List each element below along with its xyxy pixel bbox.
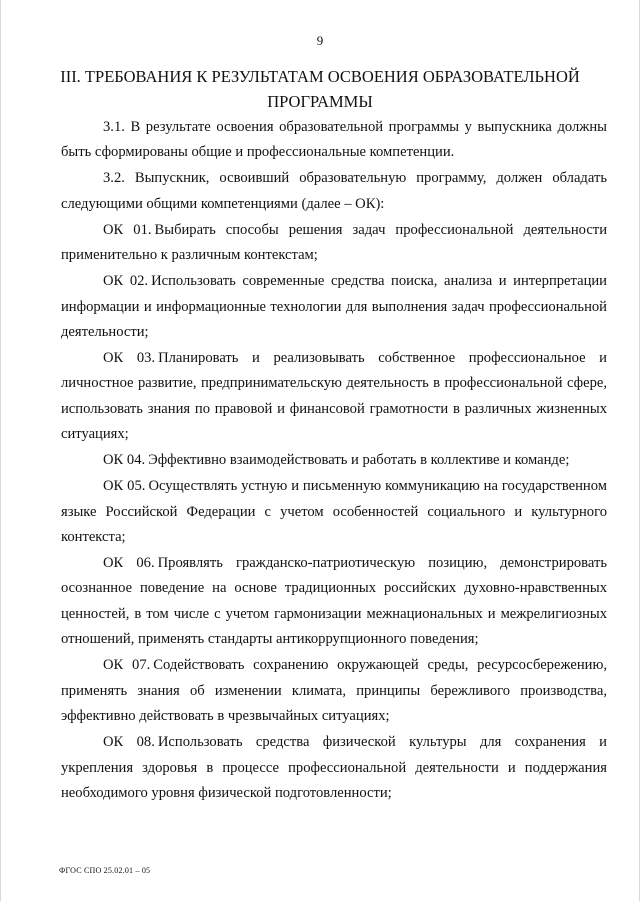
competency-code: ОК 03.: [103, 350, 156, 367]
competency-text: Содействовать сохранению окружающей среды, ресурсосбережению, применять знания об изменении климата, принципы бережливого производства, эффективно действовать в чрезвычайных ситуациях;: [61, 657, 607, 725]
document-body: [61, 115, 607, 807]
paragraph-text: 3.1. В результате освоения образовательной программы у выпускника должны быть сформированы общие и профессиональные компетенции.: [61, 119, 607, 161]
page-number: 9: [316, 33, 324, 48]
competency-text: Использовать средства физической культуры для сохранения и укрепления здоровья в процессе профессиональной деятельности и поддержания необходимого уровня физической подготовленности;: [61, 734, 607, 801]
competency-code: ОК 06.: [103, 555, 155, 572]
paragraph-text: 3.2. Выпускник, освоивший образовательную программу, должен обладать следующими общими компетенциями (далее – ОК):: [61, 170, 607, 212]
competency-code: ОК 07.: [103, 657, 151, 674]
competency-text: Планировать и реализовывать собственное профессиональное и личностное развитие, предпринимательскую деятельность в профессиональной сфере, использовать знания по правовой и финансовой грамотности в различных жизненных ситуациях;: [61, 350, 607, 443]
competency-code: ОК 05.: [103, 478, 146, 495]
section-heading: III. ТРЕБОВАНИЯ К РЕЗУЛЬТАТАМ ОСВОЕНИЯ ОБРАЗОВАТЕЛЬНОЙ ПРОГРАММЫ: [60, 67, 580, 111]
paragraph-3-1: [61, 115, 607, 166]
competency-ok-06: [61, 551, 607, 653]
competency-ok-03: [61, 346, 607, 448]
competency-ok-01: [61, 218, 607, 269]
competency-ok-07: [61, 653, 607, 729]
paragraph-3-2: [61, 166, 607, 217]
competency-text: Эффективно взаимодействовать и работать в коллективе и команде;: [148, 452, 570, 469]
competency-code: ОК 02.: [103, 273, 149, 290]
competency-code: ОК 01.: [103, 221, 152, 238]
document-footer: ФГОС СПО 25.02.01 – 05: [59, 866, 151, 875]
competency-code: ОК 08.: [103, 734, 155, 751]
competency-ok-04: [61, 448, 607, 473]
competency-text: Выбирать способы решения задач профессиональной деятельности применительно к различным контекстам;: [61, 221, 607, 264]
competency-ok-02: [61, 269, 607, 345]
competency-ok-08: [61, 730, 607, 806]
competency-text: Проявлять гражданско-патриотическую позицию, демонстрировать осознанное поведение на основе традиционных российских духовно-нравственных ценностей, в том числе с учетом гармонизации межнациональных и межрелигиозных отношений, применять стандарты антикоррупционного поведения;: [61, 555, 607, 648]
competency-text: Осуществлять устную и письменную коммуникацию на государственном языке Российской Федерации с учетом особенностей социального и культурного контекста;: [61, 478, 607, 546]
competency-ok-05: [61, 474, 607, 550]
competency-text: Использовать современные средства поиска, анализа и интерпретации информации и информационные технологии для выполнения задач профессиональной деятельности;: [61, 273, 607, 341]
competency-code: ОК 04.: [103, 452, 146, 469]
